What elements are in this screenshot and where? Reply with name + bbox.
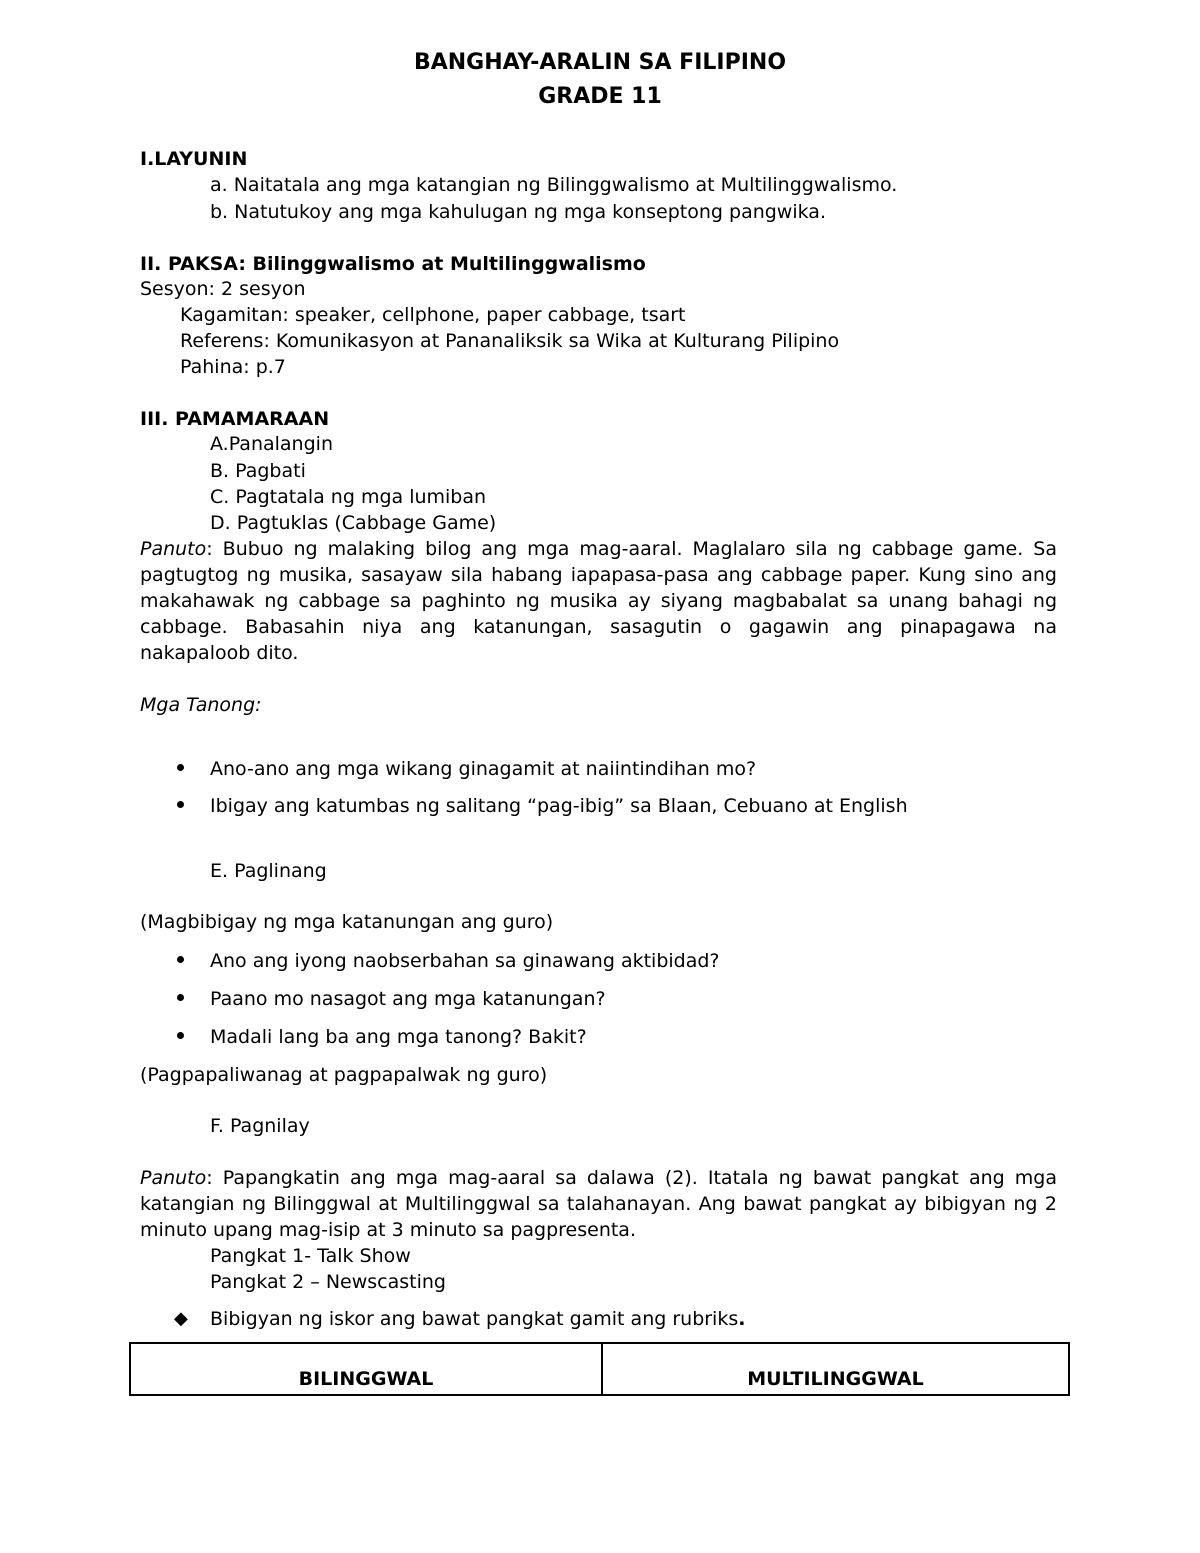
section-heading-pamamaraan: III. PAMAMARAAN [140, 408, 330, 430]
pangkat-item: Pangkat 1- Talk Show [210, 1245, 411, 1267]
bullet-icon [177, 956, 184, 963]
iskor-end: . [738, 1308, 746, 1330]
bullet-icon [177, 994, 184, 1001]
guro-paliwanag-note: (Pagpapaliwanag at pagpapalwak ng guro) [140, 1064, 548, 1086]
bullet-icon [177, 801, 184, 808]
pamamaraan-step-e: E. Paglinang [210, 860, 327, 882]
pamamaraan-step: B. Pagbati [210, 460, 306, 482]
panuto-paragraph-2 [140, 1165, 1057, 1243]
document-title: BANGHAY-ARALIN SA FILIPINO [413, 50, 787, 75]
table-header-multilinggwal: MULTILINGGWAL [602, 1343, 1069, 1395]
table-header-row [130, 1343, 1069, 1395]
panuto-text: : Bubuo ng malaking bilog ang mga mag-aaral. Maglalaro sila ng cabbage game. Sa pagtugtog ng musika, sasayaw sila habang iapapasa-pasa ang cabbage paper. Kung sino ang makahawak ng cabbage sa paghinto ng musika ay siyang magbabalat sa unang bahagi ng cabbage. Babasahin niya ang katanungan, sasagutin o gagawin ang pinapagawa na nakapaloob dito. [140, 538, 1057, 664]
bullet-icon [177, 1032, 184, 1039]
iskor-note [210, 1306, 745, 1332]
section-heading-layunin: I.LAYUNIN [140, 148, 248, 170]
iskor-text: Bibigyan ng iskor ang bawat pangkat gamit ang rubriks [210, 1308, 739, 1330]
bullet-icon [177, 764, 184, 771]
paksa-sesyon: Sesyon: 2 sesyon [140, 278, 306, 300]
layunin-item: a. Naitatala ang mga katangian ng Bilinggwalismo at Multilinggwalismo. [210, 174, 898, 196]
pamamaraan-step-f: F. Pagnilay [210, 1115, 310, 1137]
paksa-kagamitan: Kagamitan: speaker, cellphone, paper cabbage, tsart [180, 304, 686, 326]
e-tanong-item: Ano ang iyong naobserbahan sa ginawang aktibidad? [210, 950, 720, 972]
rubric-table [129, 1342, 1070, 1396]
e-tanong-item: Paano mo nasagot ang mga katanungan? [210, 988, 606, 1010]
layunin-item: b. Natutukoy ang mga kahulugan ng mga konseptong pangwika. [210, 201, 826, 223]
document-subtitle: GRADE 11 [538, 84, 662, 109]
tanong-item: Ibigay ang katumbas ng salitang “pag-ibig” sa Blaan, Cebuano at English [210, 795, 908, 817]
panuto-label: Panuto [140, 1167, 207, 1189]
tanong-item: Ano-ano ang mga wikang ginagamit at naiintindihan mo? [210, 758, 757, 780]
pamamaraan-step: D. Pagtuklas (Cabbage Game) [210, 512, 497, 534]
panuto-label: Panuto [140, 538, 207, 560]
panuto-text: : Papangkatin ang mga mag-aaral sa dalawa (2). Itatala ng bawat pangkat ang mga katangian ng Bilinggwal at Multilinggwal sa talahanayan. Ang bawat pangkat ay bibigyan ng 2 minuto upang mag-isip at 3 minuto sa pagpresenta. [140, 1167, 1057, 1241]
pamamaraan-step: C. Pagtatala ng mga lumiban [210, 486, 487, 508]
paksa-pahina: Pahina: p.7 [180, 356, 286, 378]
section-heading-paksa: II. PAKSA: Bilinggwalismo at Multilinggwalismo [140, 253, 646, 275]
pangkat-item: Pangkat 2 – Newscasting [210, 1271, 446, 1293]
guro-tanong-note: (Magbibigay ng mga katanungan ang guro) [140, 911, 554, 933]
table-header-bilinggwal: BILINGGWAL [130, 1343, 602, 1395]
mga-tanong-label: Mga Tanong: [140, 694, 262, 716]
pamamaraan-step: A.Panalangin [210, 433, 333, 455]
panuto-paragraph [140, 536, 1057, 666]
e-tanong-item: Madali lang ba ang mga tanong? Bakit? [210, 1026, 587, 1048]
diamond-bullet-icon: ◆ [174, 1308, 188, 1329]
paksa-referens: Referens: Komunikasyon at Pananaliksik sa Wika at Kulturang Pilipino [180, 330, 840, 352]
